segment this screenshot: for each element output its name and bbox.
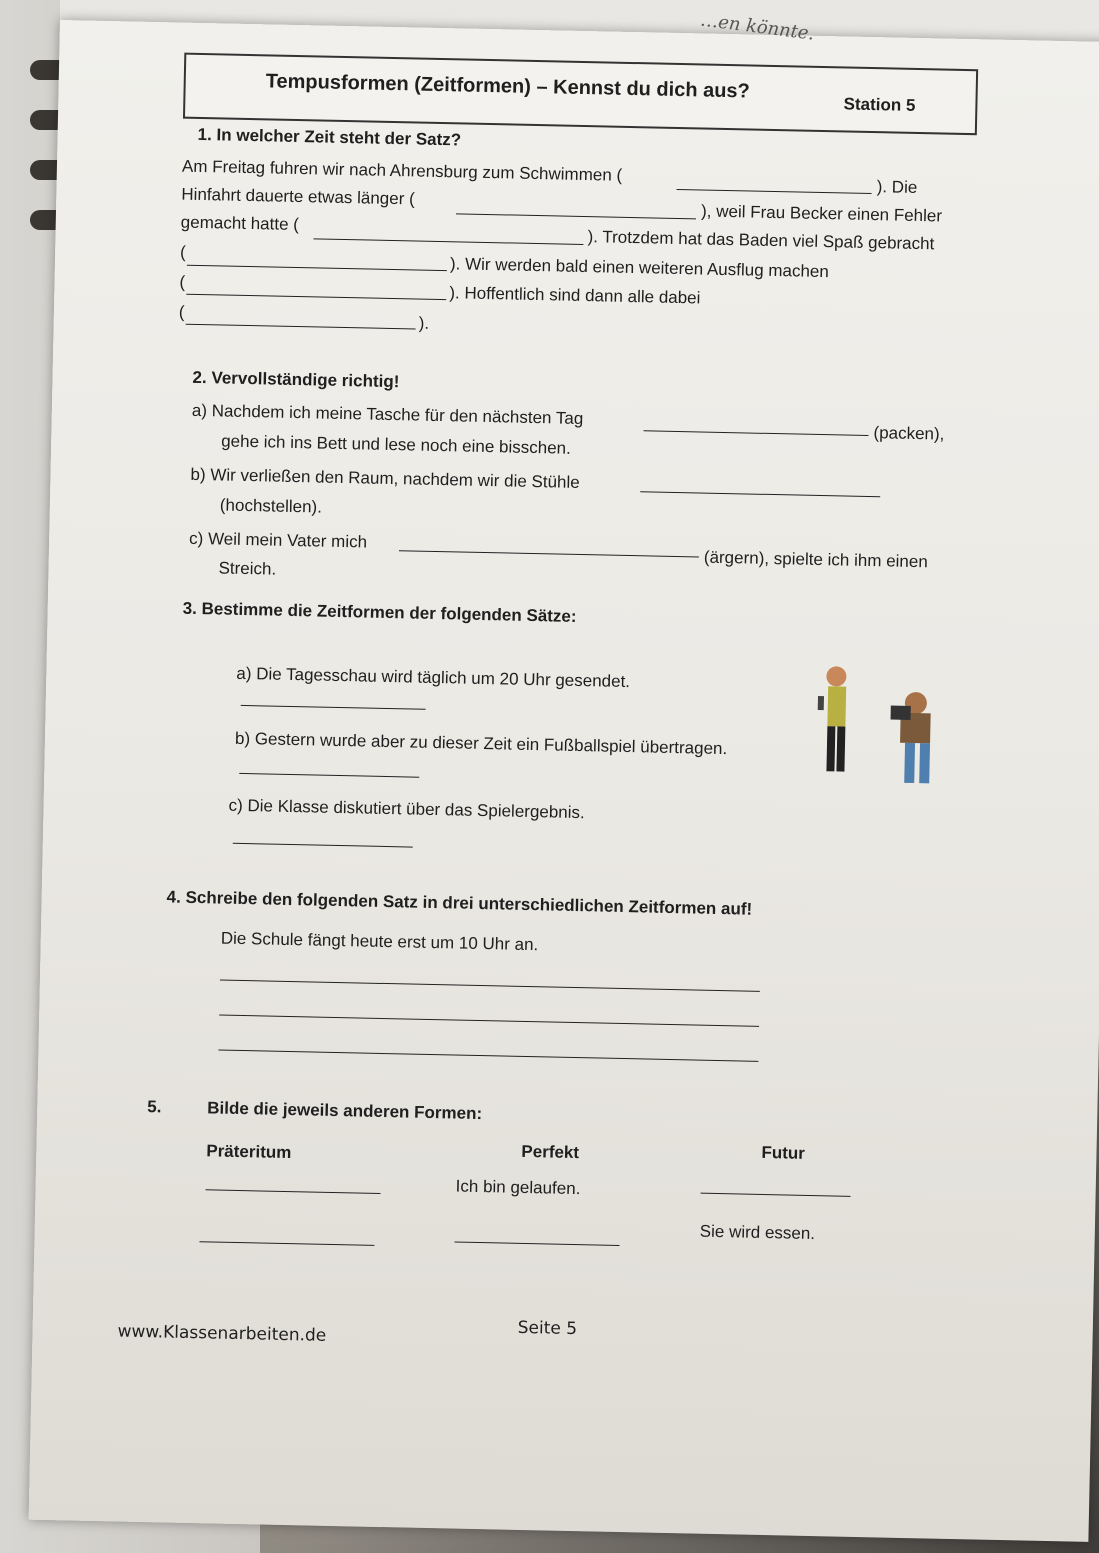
task1-text-line3-end: ). Trotzdem hat das Baden viel Spaß gebracht [587, 227, 935, 254]
task2-a-blank[interactable] [644, 429, 869, 436]
task3-c-blank[interactable] [233, 842, 413, 848]
task5-heading: Bilde die jeweils anderen Formen: [207, 1098, 483, 1124]
column-praeteritum: Präteritum [206, 1141, 292, 1163]
open-paren: ( [178, 302, 185, 322]
task2-b-text: b) Wir verließen den Raum, nachdem wir die Stühle [190, 464, 580, 492]
task1-answer-blank[interactable] [677, 188, 872, 194]
task1-text-line3: gemacht hatte ( [180, 212, 300, 235]
task1-answer-blank[interactable] [313, 237, 583, 245]
open-paren: ( [179, 242, 187, 262]
task3-a-blank[interactable] [241, 704, 426, 710]
task3-b-blank[interactable] [239, 772, 419, 778]
handwritten-note: …en könnte. [699, 9, 816, 45]
task2-b-blank[interactable] [640, 490, 880, 497]
task4-answer-line[interactable] [219, 1014, 759, 1027]
task1-text-line1-end: ). Die [876, 177, 918, 197]
task3-c-text: c) Die Klasse diskutiert über das Spielergebnis. [228, 795, 585, 823]
task2-a-text: a) Nachdem ich meine Tasche für den nächsten Tag [191, 400, 584, 429]
task3-b-text: b) Gestern wurde aber zu dieser Zeit ein Fußballspiel übertragen. [234, 728, 728, 759]
task2-heading: 2. Vervollständige richtig! [192, 367, 400, 392]
station-label: Station 5 [843, 94, 916, 115]
task2-a-text-cont: gehe ich ins Bett und lese noch eine bisschen. [221, 431, 572, 458]
task3-a-text: a) Die Tagesschau wird täglich um 20 Uhr gesendet. [236, 663, 631, 692]
task5-row2-futur: Sie wird essen. [699, 1221, 816, 1244]
task1-heading: 1. In welcher Zeit steht der Satz? [197, 124, 462, 150]
task1-text-line4-end: ). Wir werden bald einen weiteren Ausflug machen [449, 254, 830, 282]
task3-heading: 3. Bestimme die Zeitformen der folgenden Sätze: [182, 598, 577, 626]
task2-c-blank[interactable] [399, 549, 699, 557]
task4-answer-line[interactable] [218, 1049, 758, 1062]
column-perfekt: Perfekt [521, 1141, 580, 1163]
task4-answer-line[interactable] [220, 979, 760, 992]
task5-perfekt-blank[interactable] [454, 1241, 619, 1246]
task2-c-text: c) Weil mein Vater mich [188, 528, 368, 552]
task1-answer-blank[interactable] [186, 293, 446, 300]
task4-heading: 4. Schreibe den folgenden Satz in drei unterschiedlichen Zeitformen auf! [166, 887, 753, 919]
task2-c-hint: (ärgern), spielte ich ihm einen [703, 547, 928, 572]
reporter-cartoon-illustration [804, 656, 967, 799]
task1-text-line1: Am Freitag fuhren wir nach Ahrensburg zum Schwimmen ( [181, 156, 623, 185]
task1-answer-blank[interactable] [187, 264, 447, 271]
task5-number: 5. [147, 1097, 162, 1117]
task1-answer-blank[interactable] [186, 323, 416, 330]
task4-sentence: Die Schule fängt heute erst um 10 Uhr an. [220, 928, 539, 955]
title-box [183, 53, 978, 136]
task5-praeteritum-blank[interactable] [199, 1240, 374, 1246]
task2-a-hint: (packen), [873, 423, 945, 444]
footer-website: www.Klassenarbeiten.de [117, 1321, 327, 1346]
task2-b-hint: (hochstellen). [219, 495, 323, 517]
worksheet-paper [29, 9, 1099, 1542]
task1-text-line6-end: ). [418, 313, 430, 333]
task5-praeteritum-blank[interactable] [206, 1188, 381, 1194]
task1-text-line2: Hinfahrt dauerte etwas länger ( [181, 184, 415, 209]
page-number: Seite 5 [517, 1317, 578, 1340]
column-futur: Futur [761, 1142, 806, 1163]
worksheet-title: Tempusformen (Zeitformen) – Kennst du dich aus? [265, 70, 751, 103]
task1-answer-blank[interactable] [456, 212, 696, 219]
task5-row1-perfekt: Ich bin gelaufen. [455, 1176, 581, 1199]
open-paren: ( [179, 272, 186, 292]
task5-futur-blank[interactable] [701, 1192, 851, 1197]
task1-text-line2-end: ), weil Frau Becker einen Fehler [700, 201, 943, 226]
task2-c-text-cont: Streich. [218, 558, 277, 579]
task1-text-line5-end: ). Hoffentlich sind dann alle dabei [449, 283, 701, 308]
